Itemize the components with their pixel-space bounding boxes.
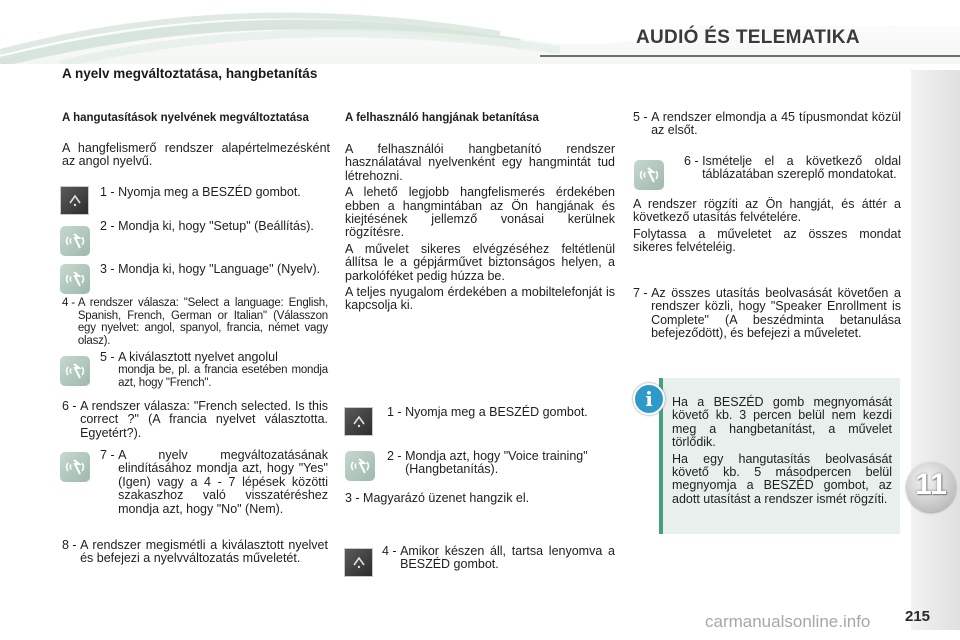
step-number: 5 - [100,350,119,364]
col1-step-4 [62,297,328,347]
page-header-title: AUDIÓ ÉS TELEMATIKA [636,27,860,48]
page-number: 215 [905,608,931,625]
col2-step-4 [382,545,615,572]
step-number: 1 - [100,185,119,199]
watermark: carmanualsonline.info [705,612,871,631]
voice-command-icon [60,452,90,482]
col1-step-8 [62,539,328,566]
chapter-number: 11 [915,468,947,501]
col2-paragraph-4: A teljes nyugalom érdekében a mobiltelefonját is kapcsolja ki. [345,285,615,313]
step-text: Mondja azt, hogy "Voice training" (Hangbetanítás). [405,449,588,477]
col2-step-3: 3 - Magyarázó üzenet hangzik el. [345,491,530,505]
step-text: Nyomja meg a BESZÉD gombot. [118,185,301,199]
step-text: A rendszer válasza: "Select a language: English, Spanish, French, German or Italian" (Válasszon egy nyelvet: angol, spanyol, francia, német vagy olasz). [77,297,328,347]
col3-step-6 [684,155,901,182]
step-number: 4 - [62,297,78,309]
info-paragraph-1: Ha a BESZÉD gomb megnyomását követő kb. 3 percen belül nem kezdi meg a hangbetanítást, a művelet törlődik. [672,395,892,450]
col2-step-1 [387,406,615,419]
col3-paragraphs [633,198,901,255]
step-number: 2 - [100,219,119,233]
voice-command-icon [634,160,664,190]
col2-paragraph-3: A művelet sikeres elvégzéséhez feltétlenül állítsa le a gépjárművet biztonságos helyen, a parkolóféket pedig húzza be. [345,241,615,283]
step-number: 6 - [684,154,703,168]
step-text: Nyomja meg a BESZÉD gombot. [405,405,588,419]
voice-command-icon [60,356,90,386]
col2-heading: A felhasználó hangjának betanítása [345,112,539,124]
col1-step-3 [100,263,326,276]
info-icon: i [633,383,665,415]
col1-heading: A hangutasítások nyelvének megváltoztatása [62,112,309,124]
voice-command-icon [60,226,90,256]
col3-step-7 [633,287,901,341]
col2-paragraph-1: A felhasználói hangbetanító rendszer használatával nyelvenként egy hangmintát tud létrehozni. [345,142,615,183]
step-text: A rendszer válasza: "French selected. Is this correct ?" (A francia nyelvet választotta. Egyetért?). [80,399,328,440]
step-number: 6 - [62,399,81,413]
step-number: 8 - [62,538,81,552]
section-title: A nyelv megváltoztatása, hangbetanítás [62,66,318,81]
voice-command-icon [345,451,375,481]
col2-paragraph-2: A lehető legjobb hangfelismerés érdekében ebben a hangmintában az Ön hangjának és kiejtésének jellemző vonásai kerülnek rögzítésre. [345,185,615,240]
step-text: A kiválasztott nyelvet angolul [118,350,278,364]
speak-button-icon [344,548,373,577]
step-text: Mondja ki, hogy "Language" (Nyelv). [118,262,321,276]
col1-step-6 [62,400,328,440]
step-text: A nyelv megváltozatásának elindításához mondja azt, hogy "Yes" (Igen) vagy a 4 - 7 lépések közötti szakaszhoz való visszatéréshez mondja azt, hogy "No" (Nem). [118,448,328,516]
step-number: 7 - [100,448,119,462]
header-rule [540,55,960,57]
step-text: Amikor készen áll, tartsa lenyomva a BESZÉD gombot. [400,544,615,572]
info-paragraph-2: Ha egy hangutasítás beolvasását követő kb. 5 másodpercen belül megnyomja a BESZÉD gombot, az adott utasítást a rendszer ismét rögzíti. [672,451,892,506]
step-text-group [118,351,328,390]
col2-paragraphs [345,143,615,313]
col3-step-5 [633,111,901,138]
col1-step-1 [100,186,326,199]
step-number: 5 - [633,110,652,124]
step-text: Az összes utasítás beolvasását követően a rendszer közli, hogy "Speaker Enrollment is Complete" (A beszédminta betanulása befejeződött), és befejezi a műveletet. [651,286,901,341]
step-text: Mondja ki, hogy "Setup" (Beállítás). [118,219,314,233]
step-text: A rendszer megismétli a kiválasztott nyelvet és befejezi a nyelvváltozatás műveletét. [80,538,328,566]
step-text: A rendszer elmondja a 45 típusmondat közül az elsőt. [651,110,901,138]
col3-paragraph-2: Folytassa a műveletet az összes mondat sikeres felvételéig. [633,226,901,255]
info-note-text [672,396,892,506]
step-number: 2 - [387,449,406,463]
step-number: 4 - [382,544,401,558]
speak-button-icon [60,186,89,215]
speak-button-icon [344,407,373,436]
voice-command-icon [60,264,90,294]
step-text: Ismételje el a következő oldal táblázatában szereplő mondatokat. [702,154,901,182]
chapter-side-strip [911,70,960,630]
step-text: mondja be, pl. a francia esetében mondja azt, hogy "French". [118,364,328,389]
step-number: 7 - [633,286,652,300]
col3-paragraph-1: A rendszer rögzíti az Ön hangját, és áttér a következő utasítás felvételére. [633,197,901,225]
col1-step-7 [100,449,328,516]
col1-step-5 [100,351,328,390]
col2-step-2 [387,450,615,477]
step-number: 1 - [387,405,406,419]
col1-step-2 [100,220,326,233]
step-number: 3 - [100,262,119,276]
col1-intro: A hangfelismerő rendszer alapértelmezésként az angol nyelvű. [62,141,330,169]
